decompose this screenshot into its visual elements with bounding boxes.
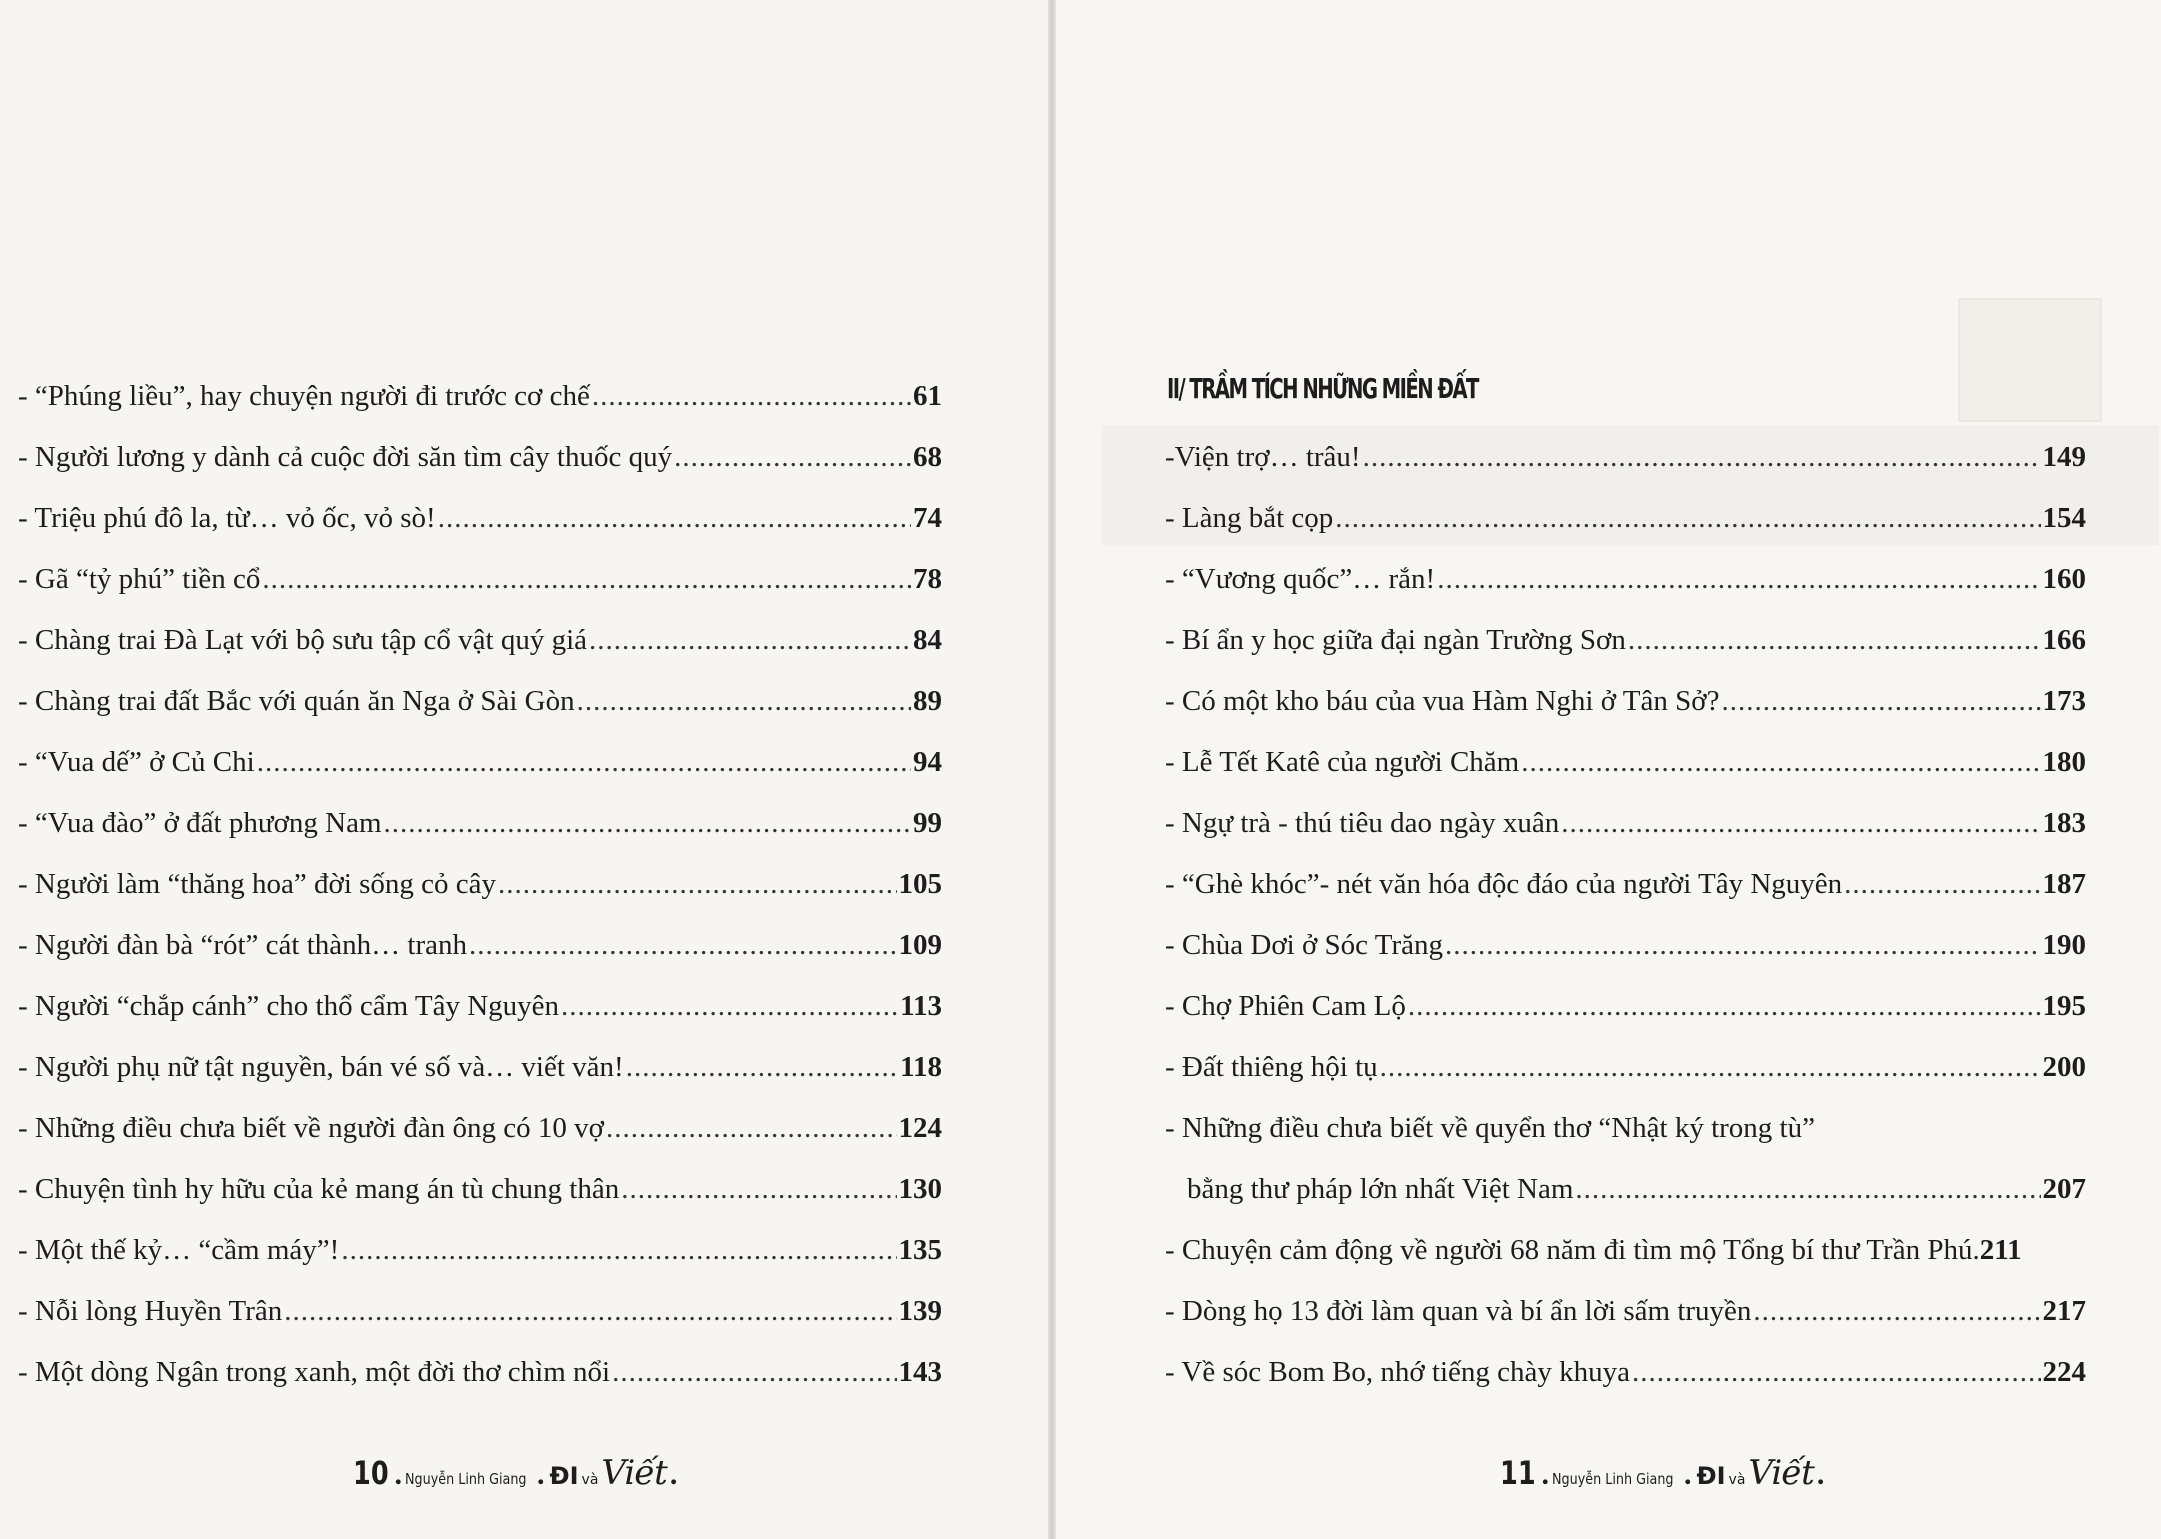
- dot-leader: [592, 378, 911, 414]
- entry-title: - Đất thiêng hội tụ: [1165, 1051, 1378, 1083]
- entry-title: - Có một kho báu của vua Hàm Nghi ở Tân Sở?: [1165, 685, 1720, 717]
- entry-page: 160: [2042, 563, 2086, 595]
- entry-title: - Triệu phú đô la, từ… vỏ ốc, vỏ sò!: [18, 502, 436, 534]
- dot-leader: [384, 805, 911, 841]
- separator: .: [1816, 1458, 1825, 1491]
- entry-page: 187: [2042, 868, 2086, 900]
- entry-page: 135: [898, 1234, 942, 1266]
- entry-title: - Bí ẩn y học giữa đại ngàn Trường Sơn: [1165, 624, 1626, 656]
- entry-page: 217: [2042, 1295, 2086, 1327]
- separator: .: [536, 1458, 545, 1491]
- entry-page: 195: [2042, 990, 2086, 1022]
- dot-leader: [1408, 988, 2041, 1024]
- entry-title: - “Vương quốc”… rắn!: [1165, 563, 1436, 595]
- list-item: [18, 866, 942, 902]
- list-item: [18, 561, 942, 597]
- entry-page: 109: [898, 929, 942, 961]
- list-item: [1165, 622, 2086, 658]
- entry-page: 190: [2042, 929, 2086, 961]
- series-va: và: [1728, 1472, 1746, 1488]
- series-viet: Viết: [601, 1453, 667, 1493]
- entry-title: -Viện trợ… trâu!: [1165, 441, 1361, 473]
- entry-title: - Gã “tỷ phú” tiền cổ: [18, 563, 261, 595]
- entry-title: - “Phúng liều”, hay chuyện người đi trước cơ chế: [18, 380, 590, 412]
- dot-leader: [626, 1049, 898, 1085]
- list-item: [1165, 1232, 2086, 1268]
- list-item: [18, 744, 942, 780]
- entry-page: 154: [2042, 502, 2086, 534]
- list-item: [18, 1049, 942, 1085]
- entry-title: - Người làm “thăng hoa” đời sống cỏ cây: [18, 868, 497, 900]
- entry-page: 61: [913, 380, 942, 412]
- entry-page: 84: [913, 624, 942, 656]
- left-page-footer: [353, 1453, 680, 1493]
- dot-leader: [257, 744, 911, 780]
- entry-title: - Một thế kỷ… “cầm máy”!: [18, 1234, 340, 1266]
- author-name: Nguyễn Linh Giang: [405, 1470, 527, 1488]
- right-page-footer: [1500, 1453, 1827, 1493]
- list-item: [1165, 683, 2086, 719]
- dot-leader: [1335, 500, 2040, 536]
- list-item: [1187, 1171, 2086, 1207]
- dot-leader: [621, 1171, 896, 1207]
- dot-leader: [577, 683, 911, 719]
- list-item: [18, 378, 942, 414]
- list-item: [1165, 988, 2086, 1024]
- author-name: Nguyễn Linh Giang: [1552, 1470, 1674, 1488]
- dot-leader: [438, 500, 911, 536]
- entry-page: 180: [2042, 746, 2086, 778]
- entry-page: 68: [913, 441, 942, 473]
- separator: .: [1541, 1458, 1550, 1491]
- entry-title: - Dòng họ 13 đời làm quan và bí ẩn lời sấm truyền: [1165, 1295, 1752, 1327]
- page-number: 10: [353, 1454, 389, 1492]
- list-item: [18, 805, 942, 841]
- entry-title: - Về sóc Bom Bo, nhớ tiếng chày khuya: [1165, 1356, 1631, 1388]
- entry-page: 105: [898, 868, 942, 900]
- list-item: [18, 622, 942, 658]
- entry-page: 224: [2042, 1356, 2086, 1388]
- list-item: [1165, 1049, 2086, 1085]
- dot-leader: [262, 561, 911, 597]
- entry-page: 207: [2042, 1173, 2086, 1205]
- dot-leader: [1380, 1049, 2041, 1085]
- list-item: [1165, 805, 2086, 841]
- entry-title: - “Vua đào” ở đất phương Nam: [18, 807, 382, 839]
- entry-title: bằng thư pháp lớn nhất Việt Nam: [1187, 1173, 1574, 1205]
- entry-title: - Chuyện tình hy hữu của kẻ mang án tù chung thân: [18, 1173, 620, 1205]
- list-item: [18, 1232, 942, 1268]
- dot-leader: [1844, 866, 2040, 902]
- entry-title: - Người đàn bà “rót” cát thành… tranh: [18, 929, 467, 961]
- list-item: [18, 500, 942, 536]
- entry-title: - “Vua dế” ở Củ Chi: [18, 746, 255, 778]
- entry-page: 113: [900, 990, 942, 1022]
- list-item: [1165, 927, 2086, 963]
- entry-page: 139: [898, 1295, 942, 1327]
- entry-page: 124: [898, 1112, 942, 1144]
- list-item: [18, 927, 942, 963]
- entry-page: 99: [913, 807, 942, 839]
- dot-leader: [1575, 1171, 2040, 1207]
- dot-leader: [1721, 683, 2040, 719]
- entry-title: - Một dòng Ngân trong xanh, một đời thơ chìm nổi: [18, 1356, 611, 1388]
- dot-leader: [561, 988, 898, 1024]
- entry-title: - Chùa Dơi ở Sóc Trăng: [1165, 929, 1443, 961]
- list-item: [1165, 439, 2086, 475]
- list-item: [1165, 561, 2086, 597]
- dot-leader: [1632, 1354, 2040, 1390]
- list-item: [1165, 1293, 2086, 1329]
- dot-leader: [498, 866, 896, 902]
- entry-title: - Làng bắt cọp: [1165, 502, 1334, 534]
- dot-leader: [1437, 561, 2040, 597]
- dot-leader: [1753, 1293, 2040, 1329]
- dot-leader: [1628, 622, 2041, 658]
- entry-title: - Chuyện cảm động về người 68 năm đi tìm mộ Tổng bí thư Trần Phú.: [1165, 1234, 1980, 1266]
- dot-leader: [341, 1232, 896, 1268]
- entry-page: 89: [913, 685, 942, 717]
- dot-leader: [1445, 927, 2041, 963]
- list-item: [18, 439, 942, 475]
- list-item: [18, 1293, 942, 1329]
- entry-title: - “Ghè khóc”- nét văn hóa độc đáo của người Tây Nguyên: [1165, 868, 1843, 900]
- entry-title: - Những điều chưa biết về người đàn ông có 10 vợ: [18, 1112, 605, 1144]
- series-va: và: [581, 1472, 599, 1488]
- entry-page: 118: [900, 1051, 942, 1083]
- series-di: ĐI: [549, 1462, 579, 1490]
- entry-page: 130: [898, 1173, 942, 1205]
- entry-title: - Người “chắp cánh” cho thổ cẩm Tây Nguyên: [18, 990, 560, 1022]
- entry-title: - Người phụ nữ tật nguyền, bán vé số và… viết văn!: [18, 1051, 624, 1083]
- list-item: [1165, 744, 2086, 780]
- list-item: [18, 988, 942, 1024]
- entry-title: - Người lương y dành cả cuộc đời săn tìm cây thuốc quý: [18, 441, 673, 473]
- entry-page: 183: [2042, 807, 2086, 839]
- entry-title: - Ngự trà - thú tiêu dao ngày xuân: [1165, 807, 1560, 839]
- dot-leader: [1561, 805, 2040, 841]
- entry-page: 211: [1979, 1234, 2022, 1266]
- dot-leader: [1521, 744, 2040, 780]
- entry-page: 143: [898, 1356, 942, 1388]
- series-viet: Viết: [1748, 1453, 1814, 1493]
- entry-title: - Nỗi lòng Huyền Trân: [18, 1295, 283, 1327]
- entry-page: 78: [913, 563, 942, 595]
- list-item: [1165, 500, 2086, 536]
- dot-leader: [612, 1354, 896, 1390]
- entry-title: - Chàng trai đất Bắc với quán ăn Nga ở Sài Gòn: [18, 685, 575, 717]
- entry-title: - Những điều chưa biết về quyển thơ “Nhật ký trong tù”: [1165, 1112, 1815, 1144]
- dot-leader: [606, 1110, 896, 1146]
- separator: .: [1683, 1458, 1692, 1491]
- entry-page: 74: [913, 502, 942, 534]
- separator: .: [394, 1458, 403, 1491]
- entry-page: 94: [913, 746, 942, 778]
- entry-page: 200: [2042, 1051, 2086, 1083]
- list-item: [18, 1354, 942, 1390]
- series-di: ĐI: [1696, 1462, 1726, 1490]
- dot-leader: [674, 439, 911, 475]
- dot-leader: [1363, 439, 2041, 475]
- list-item: [18, 1110, 942, 1146]
- list-item: [18, 1171, 942, 1207]
- entry-title: - Chợ Phiên Cam Lộ: [1165, 990, 1406, 1022]
- list-item: [18, 683, 942, 719]
- page-number: 11: [1500, 1454, 1536, 1492]
- list-item: [1165, 866, 2086, 902]
- entry-page: 149: [2042, 441, 2086, 473]
- separator: .: [669, 1458, 678, 1491]
- entry-title: - Lễ Tết Katê của người Chăm: [1165, 746, 1520, 778]
- entry-title: - Chàng trai Đà Lạt với bộ sưu tập cổ vật quý giá: [18, 624, 588, 656]
- section-title: II/ TRẦM TÍCH NHỮNG MIỀN ĐẤT: [1167, 372, 1478, 405]
- dot-leader: [589, 622, 911, 658]
- dot-leader: [284, 1293, 896, 1329]
- entry-page: 173: [2042, 685, 2086, 717]
- entry-page: 166: [2042, 624, 2086, 656]
- dot-leader: [469, 927, 897, 963]
- list-item: [1165, 1354, 2086, 1390]
